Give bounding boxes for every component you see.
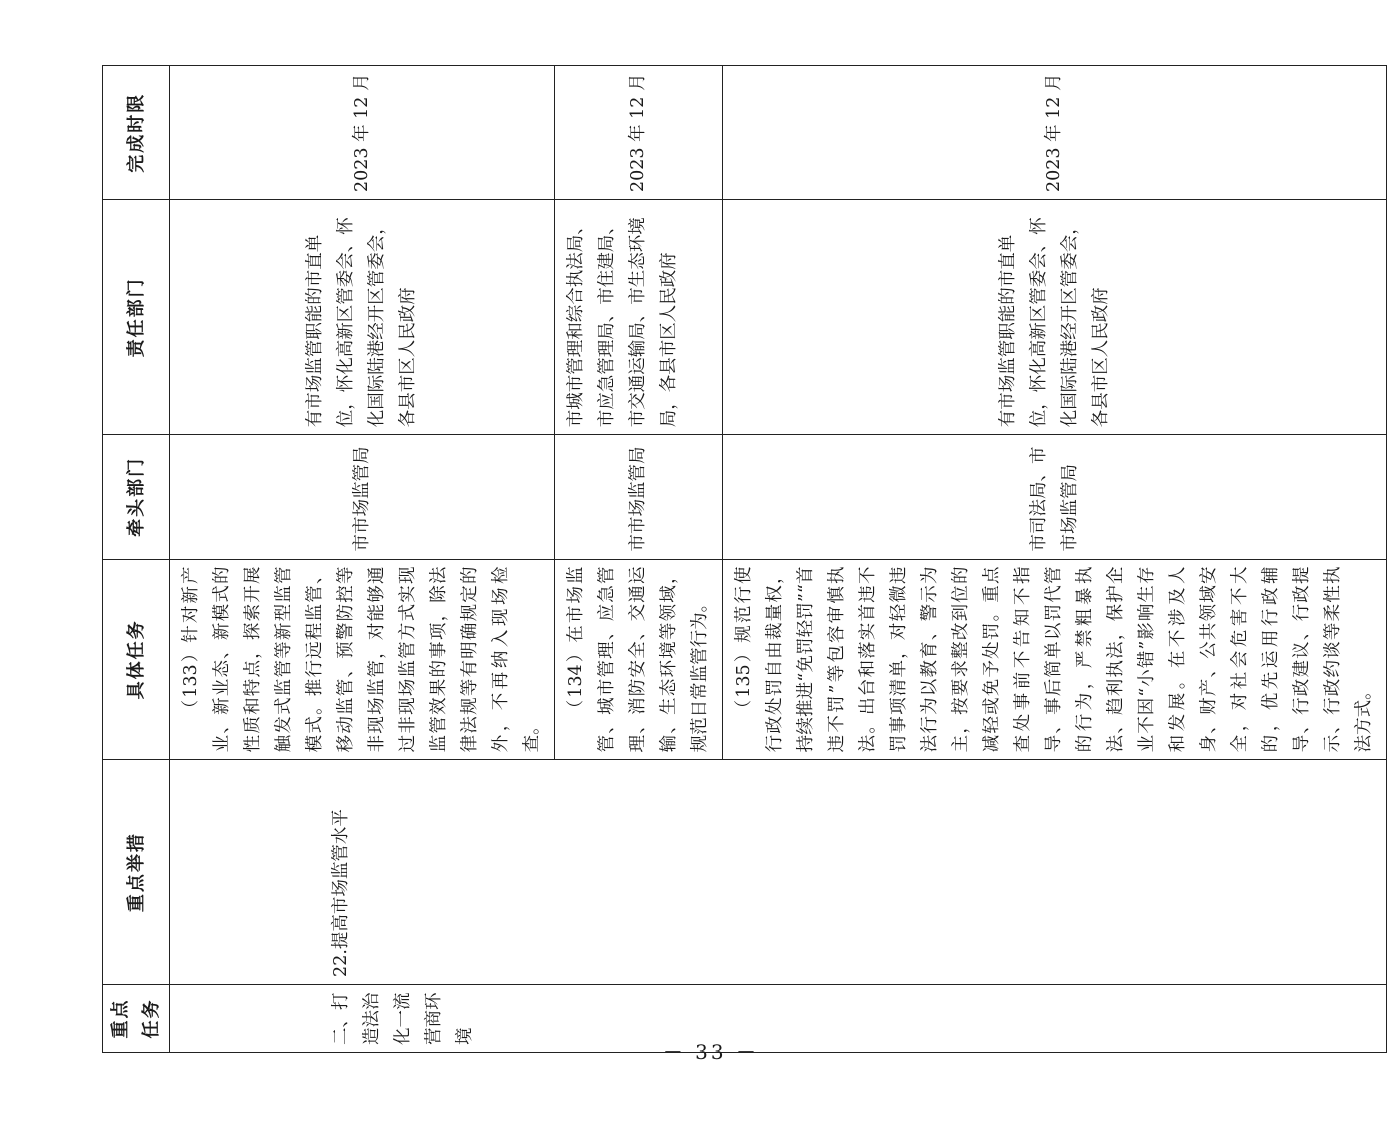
specific-task-cell: （135）规范行使行政处罚自由裁量权，持续推进“免罚轻罚”“首违不罚”等包容审慎执法。出台和落实首违不罚事项清单，对轻微违法行为以教育、警示为主，按要求整改到位的减轻或免予处罚。重点查处事前不告知不指导、事后简单以罚代管的行为，严禁粗暴执法、趋利执法，保护企业不因“小错”影响生存和发展。在不涉及人身、财产、公共领域安全，对社会危害不大的，优先运用行政辅导、行政建议、行政提示、行政约谈等柔性执法方式。 — [723, 559, 1387, 760]
resp-dept-cell: 有市场监管职能的市直单位，怀化高新区管委会、怀化国际陆港经开区管委会，各县市区人民政府 — [170, 200, 555, 435]
key-measure-text: 22.提高市场监管水平 — [331, 809, 351, 977]
key-task-cell — [170, 984, 1387, 1052]
deadline-cell: 2023 年 12 月 — [555, 66, 723, 200]
table-row — [170, 66, 555, 1053]
specific-task-cell: （134）在市场监管、城市管理、应急管理、消防安全、交通运输、生态环境等领域，规范日常监管行为。 — [555, 559, 723, 760]
header-specific-task: 具体任务 — [103, 559, 170, 760]
resp-dept-cell: 有市场监管职能的市直单位，怀化高新区管委会、怀化国际陆港经开区管委会，各县市区人民政府 — [723, 200, 1387, 435]
deadline-cell: 2023 年 12 月 — [723, 66, 1387, 200]
key-task-text: 二、打造法治化一流营商环境 — [331, 992, 475, 1045]
header-key-measure: 重点举措 — [103, 760, 170, 985]
specific-task-cell: （133）针对新产业、新业态、新模式的性质和特点，探索开展触发式监管等新型监管模式。推行远程监管、移动监管、预警防控等非现场监管，对能够通过非现场监管方式实现监管效果的事项，除法律法规等有明确规定的外，不再纳入现场检查。 — [170, 559, 555, 760]
resp-dept-cell: 市城市管理和综合执法局、市应急管理局、市住建局、市交通运输局、市生态环境局，各县市区人民政府 — [555, 200, 723, 435]
header-resp-dept: 责任部门 — [103, 200, 170, 435]
header-key-task: 重点任务 — [103, 984, 170, 1052]
header-lead-dept: 牵头部门 — [103, 435, 170, 559]
table-header-row — [103, 66, 170, 1053]
lead-dept-cell: 市市场监管局 — [170, 435, 555, 559]
task-table — [102, 65, 1387, 1053]
key-measure-cell — [170, 760, 1387, 985]
rotated-table-wrapper — [102, 65, 1374, 1053]
deadline-cell: 2023 年 12 月 — [170, 66, 555, 200]
page-number: － 33 － — [662, 1040, 759, 1064]
header-deadline: 完成时限 — [103, 66, 170, 200]
lead-dept-cell: 市司法局、市市场监管局 — [723, 435, 1387, 559]
lead-dept-cell: 市市场监管局 — [555, 435, 723, 559]
